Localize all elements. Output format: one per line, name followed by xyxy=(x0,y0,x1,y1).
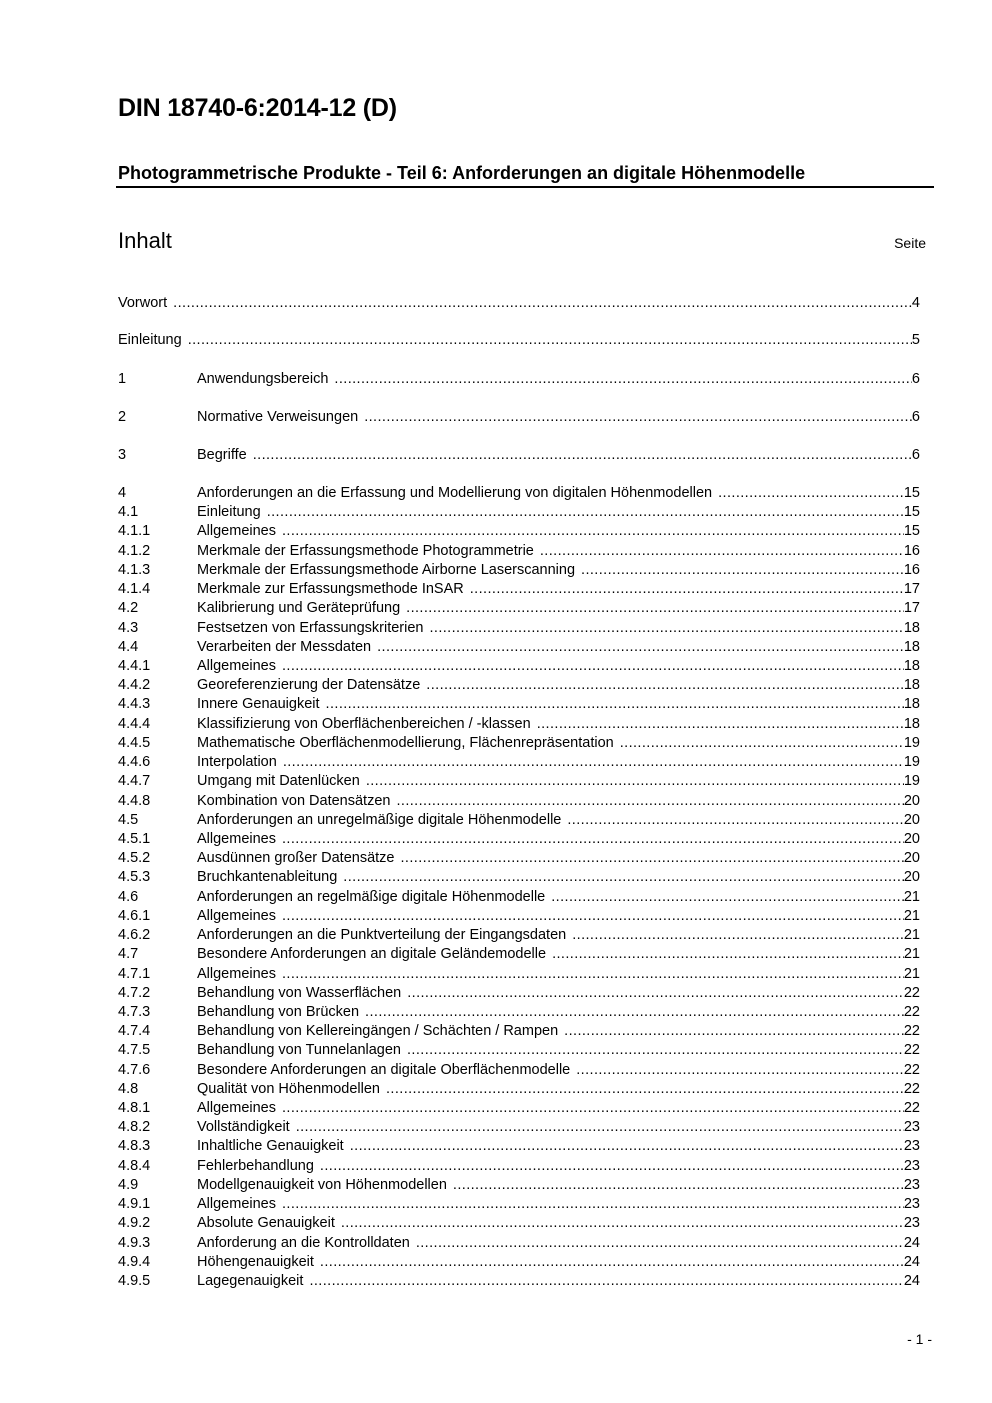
toc-entry[interactable] xyxy=(118,638,920,657)
toc-entry-number: 4.4.7 xyxy=(118,773,151,790)
dot-leader xyxy=(267,503,904,522)
toc-entry[interactable] xyxy=(118,522,920,541)
toc-entry-title: Behandlung von Kellereingängen / Schächten / Rampen xyxy=(197,1023,559,1040)
toc-entry[interactable] xyxy=(118,811,920,830)
toc-entry-page: 18 xyxy=(903,715,920,732)
toc-entry[interactable] xyxy=(118,1253,920,1272)
toc-entry-number: 4.4.4 xyxy=(118,715,151,732)
dot-leader xyxy=(320,1253,904,1272)
dot-leader xyxy=(470,580,904,599)
toc-entry-title: Behandlung von Brücken xyxy=(197,1003,360,1020)
dot-leader xyxy=(429,619,903,638)
toc-entry[interactable] xyxy=(118,294,920,313)
toc-entry-title: Merkmale zur Erfassungsmethode InSAR xyxy=(197,581,464,598)
toc-entry-title: Besondere Anforderungen an digitale Geländemodelle xyxy=(197,946,547,963)
toc-entry-number: 1 xyxy=(118,371,127,387)
dot-leader xyxy=(282,965,904,984)
dot-leader xyxy=(551,888,904,907)
toc-entry[interactable] xyxy=(118,1176,920,1195)
toc-entry[interactable] xyxy=(118,408,920,427)
toc-entry-page: 22 xyxy=(903,984,920,1001)
dot-leader xyxy=(283,753,904,772)
toc-entry-number: 4.7.2 xyxy=(118,984,151,1001)
toc-entry-title: Einleitung xyxy=(197,504,261,521)
toc-entry-number: 4.1 xyxy=(118,504,139,521)
toc-entry[interactable] xyxy=(118,1061,920,1080)
toc-entry-page: 16 xyxy=(903,542,920,559)
toc-entry-page: 6 xyxy=(911,371,920,387)
dot-leader xyxy=(350,1137,904,1156)
toc-entry-number: 4.9.2 xyxy=(118,1215,151,1232)
toc-entry-page: 24 xyxy=(903,1234,920,1251)
toc-entry-number: 4.4.5 xyxy=(118,734,151,751)
dot-leader xyxy=(396,792,903,811)
dot-leader xyxy=(296,1118,904,1137)
toc-entry-number: 2 xyxy=(118,409,127,425)
toc-entry-page: 18 xyxy=(903,677,920,694)
toc-entry-page: 22 xyxy=(903,1042,920,1059)
dot-leader xyxy=(564,1022,904,1041)
toc-entry-page: 23 xyxy=(903,1215,920,1232)
toc-entry[interactable] xyxy=(118,1137,920,1156)
toc-entry[interactable] xyxy=(118,1041,920,1060)
toc-entry-number: 4.7.1 xyxy=(118,965,151,982)
toc-entry-page: 23 xyxy=(903,1176,920,1193)
toc-entry-page: 23 xyxy=(903,1119,920,1136)
toc-entry[interactable] xyxy=(118,695,920,714)
dot-leader xyxy=(188,331,912,350)
toc-entry-page: 6 xyxy=(911,409,920,425)
toc-entry-title: Vollständigkeit xyxy=(197,1119,290,1136)
toc-entry-title: Kombination von Datensätzen xyxy=(197,792,391,809)
toc-entry[interactable] xyxy=(118,907,920,926)
dot-leader xyxy=(581,561,904,580)
dot-leader xyxy=(334,370,912,389)
toc-entry-page: 20 xyxy=(903,811,920,828)
toc-entry[interactable] xyxy=(118,715,920,734)
toc-entry-page: 5 xyxy=(911,332,920,348)
toc-entry[interactable] xyxy=(118,926,920,945)
toc-entry-number: 4.9 xyxy=(118,1176,139,1193)
toc-entry-title: Höhengenauigkeit xyxy=(197,1253,314,1270)
toc-entry-page: 17 xyxy=(903,581,920,598)
toc-entry-title: Besondere Anforderungen an digitale Oberflächenmodelle xyxy=(197,1061,571,1078)
toc-entry-title: Georeferenzierung der Datensätze xyxy=(197,677,421,694)
toc-entry-title: Inhaltliche Genauigkeit xyxy=(197,1138,344,1155)
toc-entry-page: 18 xyxy=(903,638,920,655)
toc-entry-page: 19 xyxy=(903,773,920,790)
toc-entry[interactable] xyxy=(118,734,920,753)
toc-entry-page: 24 xyxy=(903,1253,920,1270)
toc-entry[interactable] xyxy=(118,1234,920,1253)
dot-leader xyxy=(326,695,904,714)
toc-entry-page: 18 xyxy=(903,619,920,636)
toc-entry-page: 16 xyxy=(903,561,920,578)
toc-entry-title: Ausdünnen großer Datensätze xyxy=(197,850,395,867)
toc-entry-title: Bruchkantenableitung xyxy=(197,869,338,886)
toc-entry-title: Behandlung von Wasserflächen xyxy=(197,984,402,1001)
toc-entry[interactable] xyxy=(118,792,920,811)
toc-entry[interactable] xyxy=(118,676,920,695)
dot-leader xyxy=(253,446,912,465)
toc-entry-page: 15 xyxy=(903,485,920,501)
toc-entry[interactable] xyxy=(118,1022,920,1041)
toc-entry-number: 4.7.6 xyxy=(118,1061,151,1078)
dot-leader xyxy=(282,657,904,676)
toc-entry[interactable] xyxy=(118,1003,920,1022)
toc-entry[interactable] xyxy=(118,945,920,964)
dot-leader xyxy=(416,1234,904,1253)
toc-entry-title: Anforderungen an unregelmäßige digitale Höhenmodelle xyxy=(197,811,562,828)
toc-entry[interactable] xyxy=(118,370,920,389)
dot-leader xyxy=(341,1214,904,1233)
toc-entry-title: Mathematische Oberflächenmodellierung, Flächenrepräsentation xyxy=(197,734,614,751)
dot-leader xyxy=(309,1272,903,1291)
toc-entry-number: 4.4.8 xyxy=(118,792,151,809)
toc-entry[interactable] xyxy=(118,1157,920,1176)
toc-entry[interactable] xyxy=(118,619,920,638)
toc-entry-number: 4.6.2 xyxy=(118,927,151,944)
toc-entry[interactable] xyxy=(118,772,920,791)
toc-entry-page: 18 xyxy=(903,657,920,674)
toc-entry-number: 4.9.3 xyxy=(118,1234,151,1251)
toc-entry-title: Allgemeines xyxy=(197,657,276,674)
dot-leader xyxy=(426,676,904,695)
toc-entry-page: 15 xyxy=(903,504,920,521)
toc-entry-page: 22 xyxy=(903,1100,920,1117)
toc-entry-page: 15 xyxy=(903,523,920,540)
toc-entry-page: 21 xyxy=(903,965,920,982)
toc-entry-page: 20 xyxy=(903,830,920,847)
toc-entry[interactable] xyxy=(118,484,920,503)
toc-entry-title: Umgang mit Datenlücken xyxy=(197,773,360,790)
toc-entry-number: 4.5 xyxy=(118,811,139,828)
dot-leader xyxy=(407,1041,904,1060)
toc-entry-title: Lagegenauigkeit xyxy=(197,1273,304,1290)
toc-entry-page: 19 xyxy=(903,734,920,751)
toc-entry-number: 4.4.3 xyxy=(118,696,151,713)
toc-entry-page: 22 xyxy=(903,1023,920,1040)
dot-leader xyxy=(567,811,904,830)
toc-entry-title: Merkmale der Erfassungsmethode Airborne Laserscanning xyxy=(197,561,576,578)
toc-entry[interactable] xyxy=(118,446,920,465)
toc-entry-page: 21 xyxy=(903,907,920,924)
toc-entry-number: 3 xyxy=(118,447,127,463)
toc-entry-title: Innere Genauigkeit xyxy=(197,696,320,713)
toc-entry-number: 4.2 xyxy=(118,600,139,617)
dot-leader xyxy=(173,294,912,313)
subtitle-rule xyxy=(116,186,934,188)
toc-entry[interactable] xyxy=(118,542,920,561)
toc-entry-number: 4.5.3 xyxy=(118,869,151,886)
toc-entry-title: Modellgenauigkeit von Höhenmodellen xyxy=(197,1176,447,1193)
toc-entry-title: Festsetzen von Erfassungskriterien xyxy=(197,619,424,636)
toc-entry-number: 4.1.3 xyxy=(118,561,151,578)
toc-entry-number: 4.8.4 xyxy=(118,1157,151,1174)
toc-entry-title: Normative Verweisungen xyxy=(197,409,359,425)
toc-entry[interactable] xyxy=(118,1272,920,1291)
seite-label: Seite xyxy=(894,235,926,251)
toc-heading: Inhalt xyxy=(118,228,172,253)
dot-leader xyxy=(576,1061,904,1080)
toc-entry-title: Allgemeines xyxy=(197,1196,276,1213)
toc-entry-number: 4.7.5 xyxy=(118,1042,151,1059)
dot-leader xyxy=(282,1099,904,1118)
dot-leader xyxy=(401,849,904,868)
toc-entry[interactable] xyxy=(118,657,920,676)
toc-entry-number: 4.4 xyxy=(118,638,139,655)
toc-entry-number: 4.9.1 xyxy=(118,1196,151,1213)
dot-leader xyxy=(343,868,904,887)
toc-entry-title: Begriffe xyxy=(197,447,247,463)
dot-leader xyxy=(537,715,904,734)
toc-entry[interactable] xyxy=(118,888,920,907)
toc-entry-number: 4.9.5 xyxy=(118,1273,151,1290)
toc-entry-title: Anforderungen an die Punktverteilung der Eingangsdaten xyxy=(197,927,567,944)
page-number: - 1 - xyxy=(907,1331,932,1347)
toc-entry-page: 23 xyxy=(903,1157,920,1174)
toc-entry-page: 20 xyxy=(903,850,920,867)
toc-entry-title: Verarbeiten der Messdaten xyxy=(197,638,372,655)
dot-leader xyxy=(320,1157,904,1176)
dot-leader xyxy=(366,772,904,791)
dot-leader xyxy=(540,542,904,561)
toc-entry-title: Allgemeines xyxy=(197,907,276,924)
dot-leader xyxy=(282,1195,904,1214)
toc-entry[interactable] xyxy=(118,849,920,868)
toc-entry[interactable] xyxy=(118,830,920,849)
toc-entry-number: 4.4.2 xyxy=(118,677,151,694)
toc-entry[interactable] xyxy=(118,1118,920,1137)
toc-entry[interactable] xyxy=(118,1080,920,1099)
toc-entry[interactable] xyxy=(118,599,920,618)
dot-leader xyxy=(453,1176,904,1195)
toc-entry-title: Allgemeines xyxy=(197,830,276,847)
toc-entry-page: 4 xyxy=(911,295,920,311)
toc-entry[interactable] xyxy=(118,580,920,599)
dot-leader xyxy=(552,945,904,964)
dot-leader xyxy=(386,1080,904,1099)
toc-entry-title: Anwendungsbereich xyxy=(197,371,329,387)
toc-entry-title: Merkmale der Erfassungsmethode Photogrammetrie xyxy=(197,542,534,559)
dot-leader xyxy=(364,408,912,427)
toc-entry[interactable] xyxy=(118,984,920,1003)
toc-entry-page: 19 xyxy=(903,754,920,771)
toc-entry[interactable] xyxy=(118,965,920,984)
dot-leader xyxy=(282,907,904,926)
dot-leader xyxy=(365,1003,904,1022)
toc-entry-page: 23 xyxy=(903,1196,920,1213)
toc-entry-page: 22 xyxy=(903,1061,920,1078)
toc-entry[interactable] xyxy=(118,1214,920,1233)
toc-entry-number: 4.1.1 xyxy=(118,523,151,540)
toc-entry-number: 4.4.6 xyxy=(118,754,151,771)
toc-entry-number: 4 xyxy=(118,485,127,501)
toc-entry-title: Anforderung an die Kontrolldaten xyxy=(197,1234,410,1251)
toc-entry-page: 23 xyxy=(903,1138,920,1155)
toc-entry-number: 4.1.4 xyxy=(118,581,151,598)
toc-entry-title: Qualität von Höhenmodellen xyxy=(197,1080,380,1097)
dot-leader xyxy=(282,522,904,541)
toc-entry-title: Behandlung von Tunnelanlagen xyxy=(197,1042,401,1059)
toc-entry-title: Kalibrierung und Geräteprüfung xyxy=(197,600,401,617)
toc-entry-number: 4.8.2 xyxy=(118,1119,151,1136)
toc-entry-number: 4.5.1 xyxy=(118,830,151,847)
toc-entry[interactable] xyxy=(118,1195,920,1214)
toc-entry[interactable] xyxy=(118,753,920,772)
toc-entry[interactable] xyxy=(118,331,920,350)
toc-entry-title: Fehlerbehandlung xyxy=(197,1157,314,1174)
document-subtitle: Photogrammetrische Produkte - Teil 6: Anforderungen an digitale Höhenmodelle xyxy=(118,163,806,183)
toc-entry-page: 17 xyxy=(903,600,920,617)
toc-entry-page: 21 xyxy=(903,927,920,944)
toc-entry-title: Allgemeines xyxy=(197,523,276,540)
toc-entry-number: 4.5.2 xyxy=(118,850,151,867)
dot-leader xyxy=(407,984,904,1003)
dot-leader xyxy=(620,734,904,753)
toc-entry[interactable] xyxy=(118,1099,920,1118)
toc-entry-number: 4.4.1 xyxy=(118,657,151,674)
toc-entry[interactable] xyxy=(118,868,920,887)
toc-entry[interactable] xyxy=(118,561,920,580)
toc-entry-number: 4.1.2 xyxy=(118,542,151,559)
toc-entry-page: 22 xyxy=(903,1003,920,1020)
document-id: DIN 18740-6:2014-12 (D) xyxy=(118,94,397,122)
toc-entry-number: 4.9.4 xyxy=(118,1253,151,1270)
toc-entry-page: 6 xyxy=(911,447,920,463)
dot-leader xyxy=(406,599,904,618)
toc-entry-title: Anforderungen an die Erfassung und Modellierung von digitalen Höhenmodellen xyxy=(197,485,713,501)
toc-entry-number: 4.8.3 xyxy=(118,1138,151,1155)
toc-entry-title: Klassifizierung von Oberflächenbereichen / -klassen xyxy=(197,715,531,732)
toc-entry-title: Absolute Genauigkeit xyxy=(197,1215,335,1232)
toc-entry-number: 4.6.1 xyxy=(118,907,151,924)
toc-entry-number: 4.6 xyxy=(118,888,139,905)
toc-entry-title: Interpolation xyxy=(197,754,277,771)
toc-entry[interactable] xyxy=(118,503,920,522)
toc-entry-title: Anforderungen an regelmäßige digitale Höhenmodelle xyxy=(197,888,546,905)
toc-entry-page: 18 xyxy=(903,696,920,713)
toc-entry-number: 4.7.3 xyxy=(118,1003,151,1020)
toc-entry-number: 4.8.1 xyxy=(118,1100,151,1117)
toc-entry-page: 24 xyxy=(903,1273,920,1290)
toc-entry-title: Allgemeines xyxy=(197,1100,276,1117)
dot-leader xyxy=(718,484,904,503)
toc-entry-title: Allgemeines xyxy=(197,965,276,982)
toc-entry-number: 4.3 xyxy=(118,619,139,636)
dot-leader xyxy=(377,638,904,657)
toc-entry-title: Vorwort xyxy=(118,295,168,311)
toc-entry-page: 21 xyxy=(903,888,920,905)
toc-entry-title: Einleitung xyxy=(118,332,182,348)
dot-leader xyxy=(572,926,904,945)
toc-entry-page: 20 xyxy=(903,869,920,886)
toc-entry-page: 22 xyxy=(903,1080,920,1097)
toc-entry-number: 4.7 xyxy=(118,946,139,963)
toc-entry-number: 4.7.4 xyxy=(118,1023,151,1040)
toc-entry-page: 20 xyxy=(903,792,920,809)
toc-entry-number: 4.8 xyxy=(118,1080,139,1097)
toc-entry-page: 21 xyxy=(903,946,920,963)
dot-leader xyxy=(282,830,904,849)
